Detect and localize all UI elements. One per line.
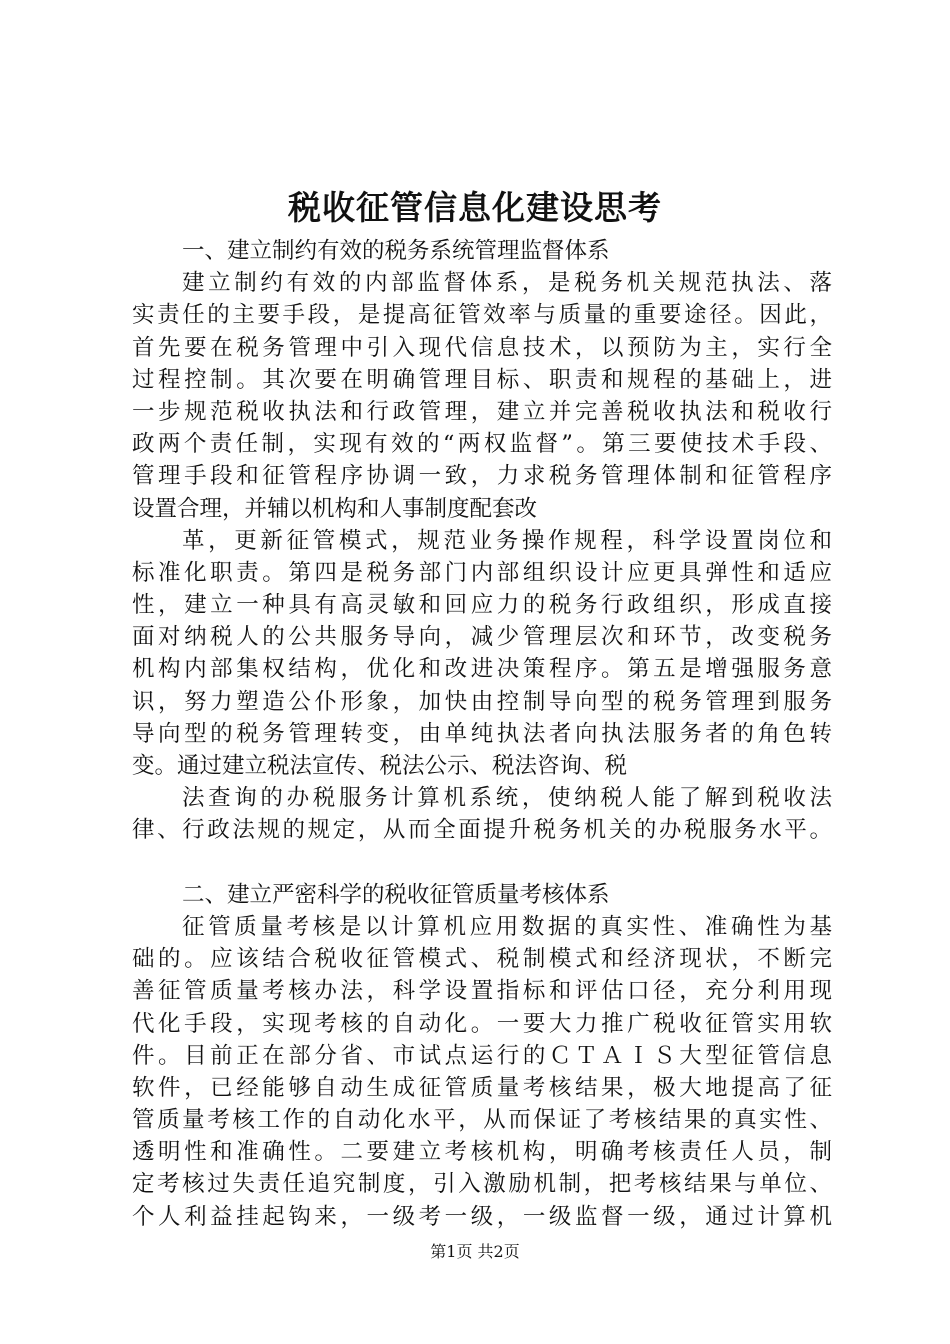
paragraph-line: 机构内部集权结构，优化和改进决策程序。第五是增强服务意 [132,656,832,683]
paragraph-line: 实责任的主要手段，是提高征管效率与质量的重要途径。因此， [132,302,832,329]
paragraph-line: 一步规范税收执法和行政管理，建立并完善税收执法和税收行 [132,398,832,425]
paragraph-line: 政两个责任制，实现有效的“两权监督”。第三要使技术手段、 [132,431,832,458]
paragraph-line: 变。通过建立税法宣传、税法公示、税法咨询、税 [132,753,628,779]
paragraph-line: 性，建立一种具有高灵敏和回应力的税务行政组织，形成直接 [132,592,832,619]
section-heading-2: 二、建立严密科学的税收征管质量考核体系 [182,881,610,908]
page-title: 税收征管信息化建设思考 [288,188,662,227]
paragraph-line: 件。目前正在部分省、市试点运行的ＣＴＡＩＳ大型征管信息 [132,1042,832,1069]
paragraph-line: 软件，已经能够自动生成征管质量考核结果，极大地提高了征 [132,1074,832,1101]
paragraph-line: 首先要在税务管理中引入现代信息技术，以预防为主，实行全 [132,334,832,361]
paragraph-line: 导向型的税务管理转变，由单纯执法者向执法服务者的角色转 [132,720,832,747]
paragraph-spacer [132,847,832,879]
document-body [132,235,832,1233]
paragraph-line: 过程控制。其次要在明确管理目标、职责和规程的基础上，进 [132,366,832,393]
paragraph-line: 透明性和准确性。二要建立考核机构，明确考核责任人员，制 [132,1139,832,1166]
paragraph-line: 律、行政法规的规定，从而全面提升税务机关的办税服务水平。 [132,817,832,844]
paragraph-line: 代化手段，实现考核的自动化。一要大力推广税收征管实用软 [132,1010,832,1037]
paragraph-line: 法查询的办税服务计算机系统，使纳税人能了解到税收法 [182,785,832,812]
paragraph-line: 管理手段和征管程序协调一致，力求税务管理体制和征管程序 [132,463,832,490]
paragraph-line: 个人利益挂起钩来，一级考一级，一级监督一级，通过计算机 [132,1203,832,1230]
section-heading-1: 一、建立制约有效的税务系统管理监督体系 [182,238,610,264]
paragraph-line: 善征管质量考核办法，科学设置指标和评估口径，充分利用现 [132,978,832,1005]
paragraph-line: 征管质量考核是以计算机应用数据的真实性、准确性为基 [182,913,832,940]
paragraph-line: 面对纳税人的公共服务导向，减少管理层次和环节，改变税务 [132,624,832,651]
paragraph-line: 建立制约有效的内部监督体系，是税务机关规范执法、落 [182,270,832,297]
paragraph-line: 标准化职责。第四是税务部门内部组织设计应更具弹性和适应 [132,559,832,586]
paragraph-line: 管质量考核工作的自动化水平，从而保证了考核结果的真实性、 [132,1107,832,1134]
paragraph-line: 设置合理，并辅以机构和人事制度配套改 [132,495,538,522]
page-footer: 第1页 共2页 [430,1242,520,1261]
paragraph-line: 识，努力塑造公仆形象，加快由控制导向型的税务管理到服务 [132,688,832,715]
paragraph-line: 础的。应该结合税收征管模式、税制模式和经济现状，不断完 [132,946,832,973]
paragraph-line: 定考核过失责任追究制度，引入激励机制，把考核结果与单位、 [132,1171,832,1198]
paragraph-line: 革，更新征管模式，规范业务操作规程，科学设置岗位和 [182,527,832,554]
